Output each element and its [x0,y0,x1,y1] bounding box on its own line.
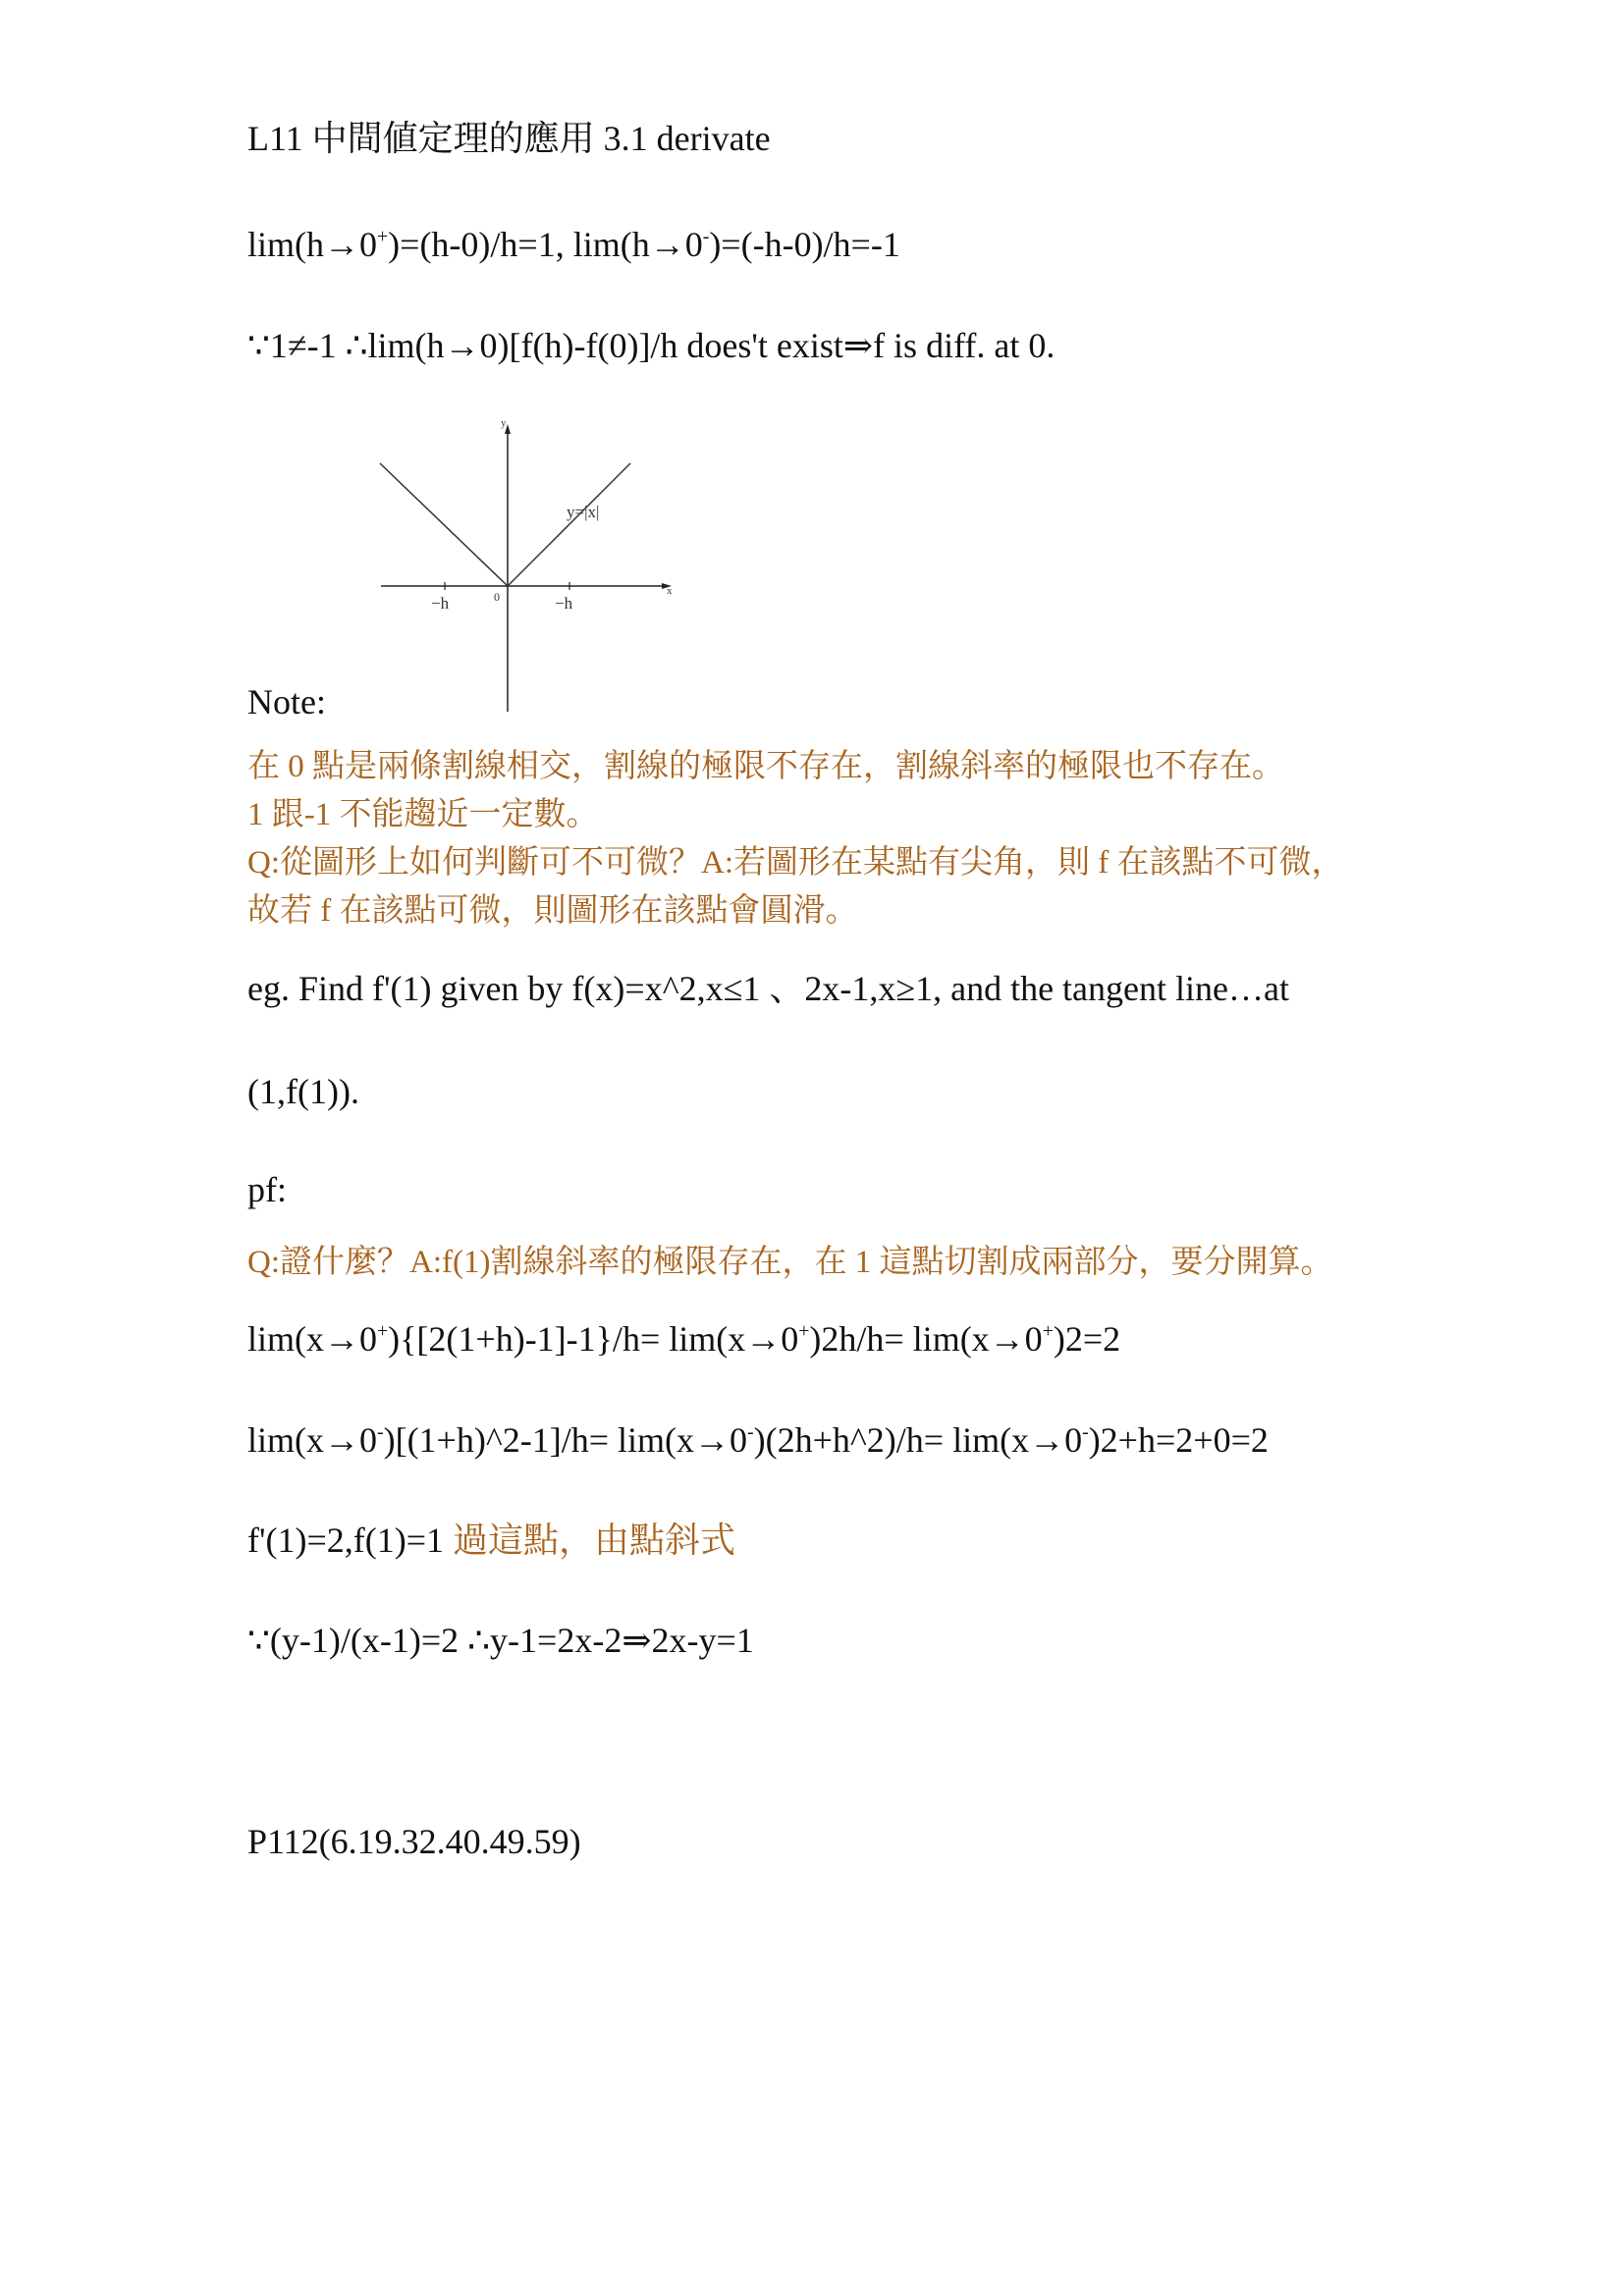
calc2-sup-a: - [377,1421,384,1444]
example-line-1: eg. Find f'(1) given by f(x)=x^2,x≤1 、2x-1,x≥1, and the tangent line…at [247,969,1289,1008]
note-line-3: Q:從圖形上如何判斷可不可微？A:若圖形在某點有尖角，則 f 在該點不可微， [247,845,1344,881]
limit-part-c: )=(-h-0)/h=-1 [709,225,900,264]
calc-left-limit [247,1421,1269,1461]
calc2-part-c: )(2h+h^2)/h= lim(x→0 [753,1420,1083,1460]
calc1-sup-a: + [377,1320,389,1343]
calc1-part-d: )2=2 [1053,1319,1121,1359]
derivative-result-line [247,1522,735,1561]
calc1-part-c: )2h/h= lim(x→0 [809,1319,1043,1359]
proof-label: pf: [247,1170,287,1209]
curve-label: y=|x| [567,503,600,521]
limit-sup-a: + [377,226,389,248]
tangent-line-equation: ∵(y-1)/(x-1)=2 ∴y-1=2x-2⇒2x-y=1 [247,1621,754,1660]
calc2-sup-c: - [1082,1421,1089,1444]
y-axis-label: y [501,417,507,429]
conclusion-line: ∵1≠-1 ∴lim(h→0)[f(h)-f(0)]/h does't exist⇒f is diff. at 0. [247,326,1056,365]
note-label: Note: [247,682,326,721]
curve-right-branch [508,463,630,586]
limit-part-a: lim(h→0 [247,225,377,264]
tick-left-label: −h [431,594,450,613]
calc1-part-b: ){[2(1+h)-1]-1}/h= lim(x→0 [388,1319,799,1359]
note-line-1: 在 0 點是兩條割線相交，割線的極限不存在，割線斜率的極限也不存在。 [247,749,1284,784]
proof-question: Q:證什麼？A:f(1)割線斜率的極限存在，在 1 這點切割成兩部分，要分開算。 [247,1245,1333,1280]
note-line-2: 1 跟-1 不能趨近一定數。 [247,797,599,832]
homework-reference: P112(6.19.32.40.49.59) [247,1822,581,1861]
calc1-part-a: lim(x→0 [247,1319,377,1359]
abs-value-graph [373,412,687,717]
calc2-part-d: )2+h=2+0=2 [1088,1420,1269,1460]
limit-part-b: )=(h-0)/h=1, lim(h→0 [388,225,703,264]
calc2-sup-b: - [747,1421,754,1444]
tick-right-label: −h [555,594,573,613]
calc1-sup-c: + [1042,1320,1054,1343]
limit-one-sided-line [247,226,900,265]
page-title: L11 中間値定理的應用 3.1 derivate [247,119,771,158]
calc-right-limit [247,1320,1120,1360]
calc2-part-a: lim(x→0 [247,1420,377,1460]
calc2-part-b: )[(1+h)^2-1]/h= lim(x→0 [383,1420,748,1460]
curve-left-branch [380,463,508,586]
origin-label: 0 [494,590,500,604]
calc1-sup-b: + [798,1320,810,1343]
example-line-2: (1,f(1)). [247,1072,359,1111]
result-note: 過這點，由點斜式 [453,1521,736,1560]
x-axis-label: x [667,585,673,597]
note-line-4: 故若 f 在該點可微，則圖形在該點會圓滑。 [247,893,858,929]
limit-sup-b: - [702,226,710,248]
result-values: f'(1)=2,f(1)=1 [247,1521,454,1560]
